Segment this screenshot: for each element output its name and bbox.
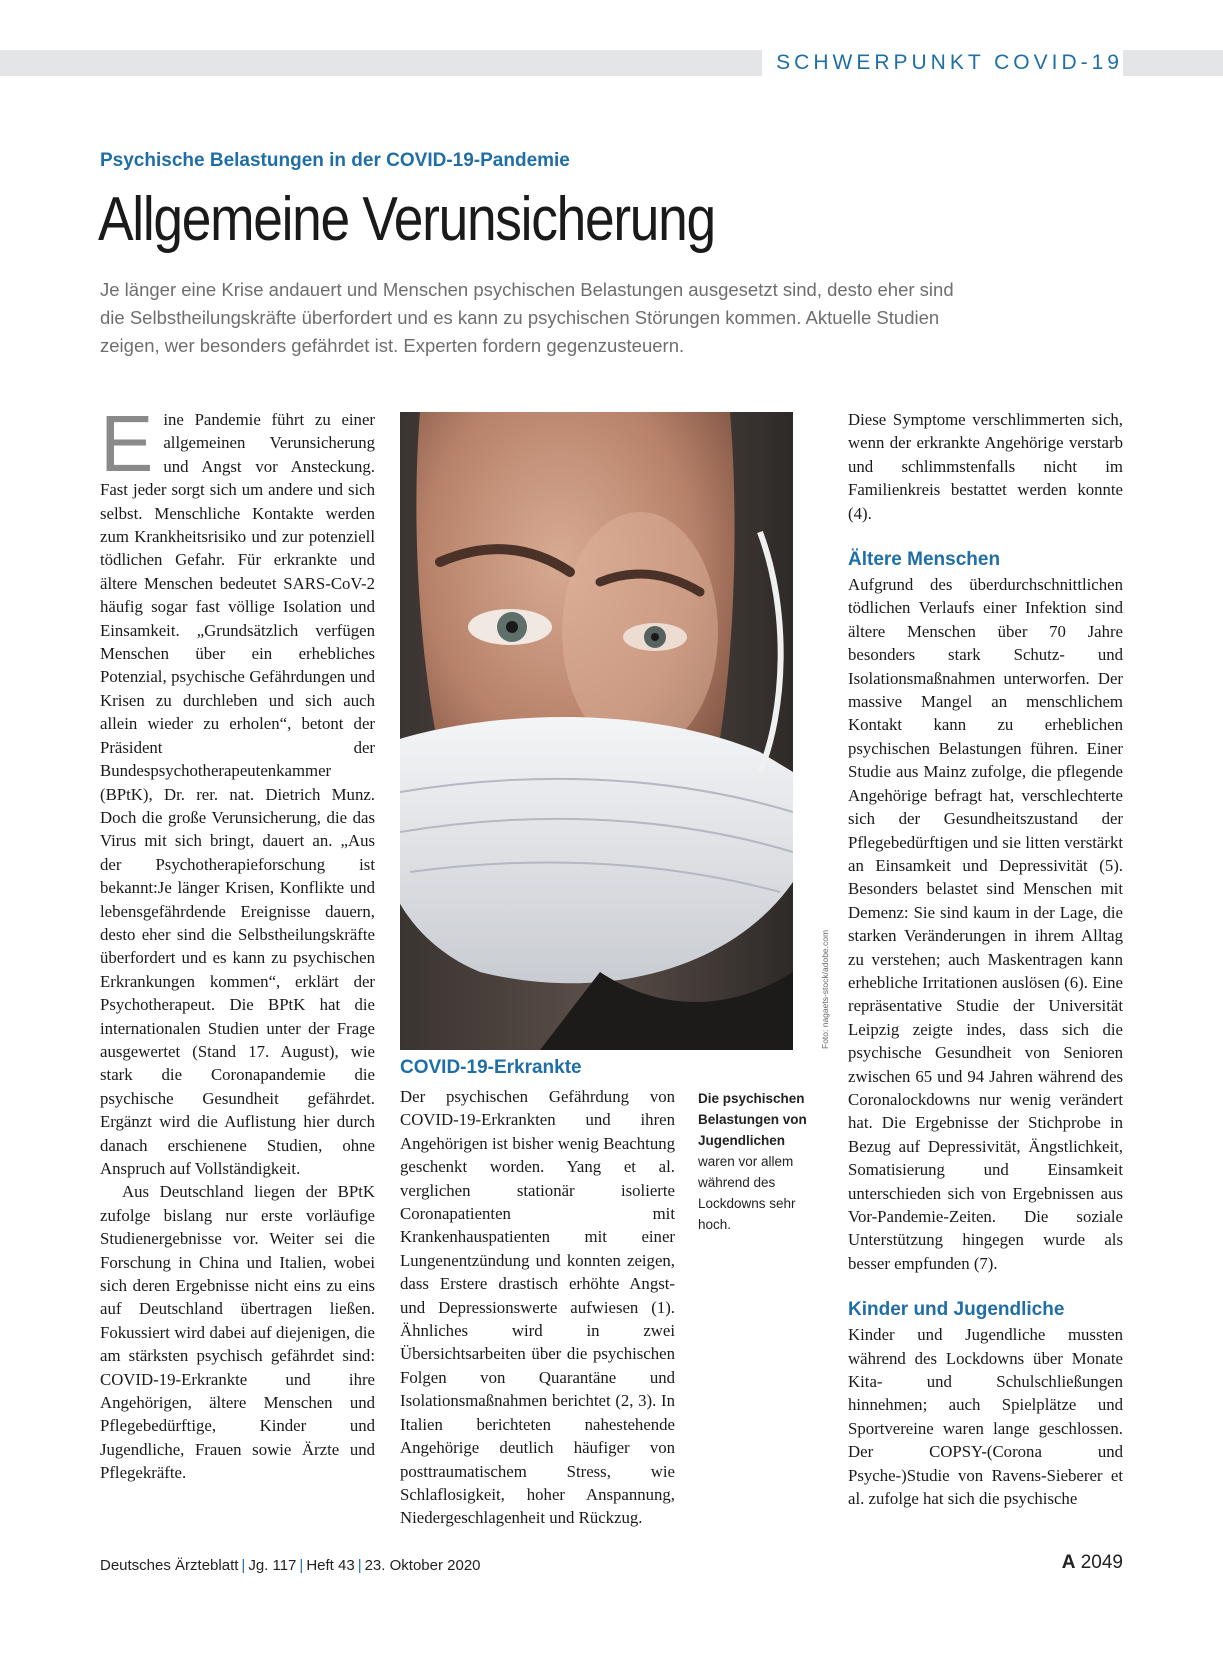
journal-name: Deutsches Ärzteblatt [100, 1557, 239, 1574]
subhead-kinder-jugendliche: Kinder und Jugendliche [848, 1299, 1065, 1321]
article-kicker: Psychische Belastungen in der COVID-19-Pandemie [100, 150, 570, 171]
subhead-aeltere-menschen: Ältere Menschen [848, 549, 1001, 571]
masked-person-image [400, 412, 793, 1050]
article-title: Allgemeine Verunsicherung [98, 185, 715, 254]
photo-caption [698, 1088, 816, 1235]
article-lead: Je länger eine Krise andauert und Menschen psychischen Belastungen ausgesetzt sind, desto eher sind die Selbstheilungskräfte überfordert und es kann zu psychischen Störungen kommen. Aktuelle Studien zeigen, wer besonders gefährdet ist. Experten fordern gegenzusteuern. [100, 279, 954, 356]
drop-cap: E [100, 399, 154, 488]
article-photo [400, 412, 793, 1050]
paragraph: ine Pandemie führt zu einer allgemeinen Verunsicherung und Angst vor Ansteckung. Fast jeder sorgt sich um andere und sich selbst. Menschliche Kontakte werden zum Krankheitsrisiko und zur potenziell tödlichen Gefahr. Für erkrankte und ältere Menschen bedeutet SARS-CoV-2 häufig sogar fast völlige Isolation und Einsamkeit. „Grundsätzlich verfügen Menschen über ein erhebliches Potenzial, psychische Gefährdungen und Krisen zu durchleben und sich auch allein wieder zu erholen“, betont der Präsident der Bundespsychotherapeutenkammer (BPtK), Dr. rer. nat. Dietrich Munz. Doch die große Verunsicherung, die das Virus mit sich bringt, dauert an. „Aus der Psychotherapieforschung ist bekannt:Je länger Krisen, Konflikte und lebensgefährdende Ereignisse dauern, desto eher sind die Selbstheilungskräfte überfordert und es kann zu psychischen Erkrankungen kommen“, erklärt der Psychotherapeut. Die BPtK hat die internationalen Studien unter der Frage ausgewertet (Stand 17. August), wie stark die Coronapandemie die psychische Gesundheit gefährdet. Ergänzt wird die Auflistung hier durch danach erschienene Studien, ohne Anspruch auf Vollständigkeit. [100, 410, 375, 1178]
page-prefix: A [1061, 1552, 1076, 1573]
text-column-2 [400, 1057, 675, 1530]
text-column-3 [848, 408, 1123, 1510]
paragraph: Kinder und Jugendliche mussten während des Lockdowns über Monate Kita- und Schulschließungen hinnehmen; auch Spielplätze und Sportvereine waren lange geschlossen. Der COPSY-(Corona und Psyche-)Studie von Ravens-Sieberer et al. zufolge hat sich die psychische [848, 1325, 1123, 1509]
subhead-covid-erkrankte: COVID-19-Erkrankte [400, 1057, 582, 1078]
paragraph: Diese Symptome verschlimmerten sich, wenn der erkrankte Angehörige verstarb und schlimmstenfalls nicht im Familienkreis bestattet werden konnte (4). [848, 410, 1123, 523]
footer-citation: Deutsches Ärzteblatt | Jg. 117 | Heft 43 | 23. Oktober 2020 [100, 1557, 481, 1574]
caption-bold: Die psychischen Belastungen von Jugendlichen [698, 1091, 807, 1148]
page-number [1062, 1552, 1123, 1574]
issue: Heft 43 [306, 1557, 355, 1574]
paragraph: Der psychischen Gefährdung von COVID-19-Erkrankten und ihren Angehörigen ist bisher wenig Beachtung geschenkt worden. Yang et al. verglichen stationär isolierte Coronapatienten mit Krankenhauspatienten mit einer Lungenentzündung und konnten zeigen, dass Erstere drastisch erhöhte Angst- und Depressionswerte aufwiesen (1). Ähnliches wird in zwei Übersichtsarbeiten über die psychischen Folgen von Quarantäne und Isolationsmaßnahmen berichtet (2, 3). In Italien berichteten nahestehende Angehörige deutlich häufiger von posttraumatischem Stress, wie Schlaflosigkeit, hoher Anspannung, Niedergeschlagenheit und Rückzug. [400, 1087, 675, 1528]
section-label: SCHWERPUNKT COVID-19 [762, 49, 1123, 77]
caption-text: waren vor allem während des Lockdowns sehr hoch. [698, 1154, 796, 1232]
issue-date: 23. Oktober 2020 [364, 1557, 481, 1574]
text-column-1 [100, 399, 375, 1485]
photo-credit: Foto: nagaets-stock/adobe.com [820, 929, 830, 1049]
page-number-value: 2049 [1080, 1552, 1123, 1573]
paragraph: Aufgrund des überdurchschnittlichen tödlichen Verlaufs einer Infektion sind ältere Menschen über 70 Jahre besonders stark Schutz- und Isolationsmaßnahmen unterworfen. Der massive Mangel an menschlichem Kontakt kann zu erheblichen psychischen Belastungen führen. Einer Studie aus Mainz zufolge, die pflegende Angehörige befragt hat, verschlechterte sich der Gesundheitszustand der Pflegebedürftigen und sie litten verstärkt an Einsamkeit und Depressivität (5). Besonders belastet sind Menschen mit Demenz: Sie sind kaum in der Lage, die starken Veränderungen in ihrem Alltag zu verstehen; auch Maskentragen kann erhebliche Irritationen auslösen (6). Eine repräsentative Studie der Universität Leipzig zeigte indes, dass sich die psychische Gesundheit von Senioren zwischen 65 und 94 Jahren während des Coronalockdowns nur wenig verändert hat. Die Ergebnisse der Stichprobe in Bezug auf Depressivität, Ängstlichkeit, Somatisierung und Einsamkeit unterschieden sich von Ergebnissen aus Vor-Pandemie-Zeiten. Die soziale Unterstützung hingegen wurde als besser empfunden (7). [848, 575, 1123, 1273]
volume: Jg. 117 [248, 1557, 297, 1574]
paragraph: Aus Deutschland liegen der BPtK zufolge bislang nur erste vorläufige Studienergebnisse vor. Weiter sei die Forschung in China und Italien, wobei sich deren Ergebnisse nicht eins zu eins auf Deutschland übertragen ließen. Fokussiert wird dabei auf diejenigen, die am stärksten psychisch gefährdet sind: COVID-19-Erkrankte und ihre Angehörigen, ältere Menschen und Pflegebedürftige, Kinder und Jugendliche, Frauen sowie Ärzte und Pflegekräfte. [100, 1182, 375, 1483]
